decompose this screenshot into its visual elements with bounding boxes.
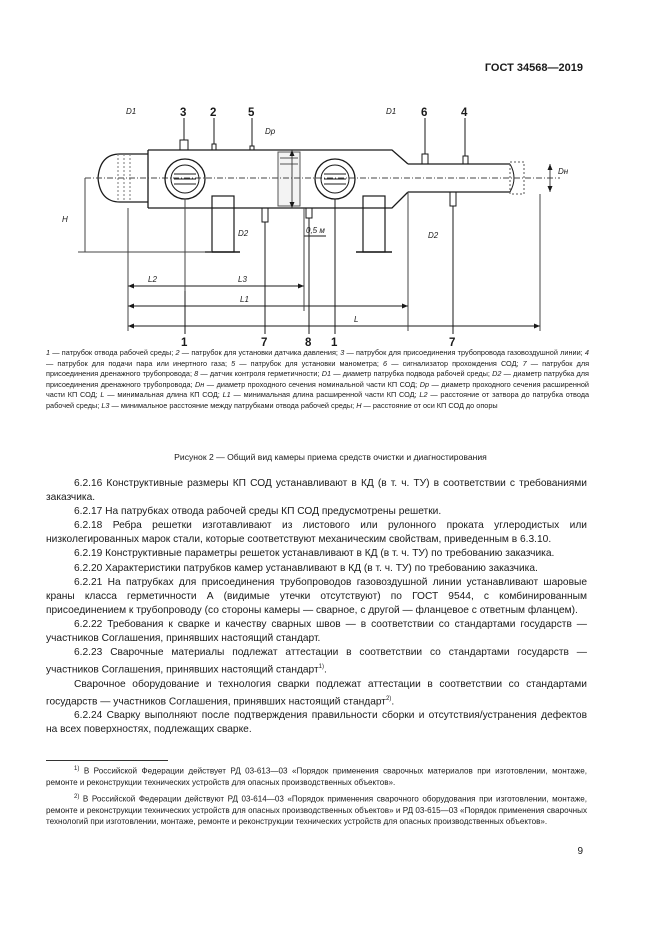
legend-item-text: патрубок для присоединения дренажного трубопровода; [46, 358, 590, 379]
paragraph-text: Сварочное оборудование и технология сварки подлежат аттестации в соответствии со стандартами государств — участников Соглашения, принявших настоящий стандарт [46, 678, 587, 708]
legend-item: 1 — патрубок отвода рабочей среды; [46, 348, 174, 357]
callout-1-left: 1 [181, 337, 188, 348]
callout-8: 8 [305, 337, 312, 348]
callout-2: 2 [210, 107, 217, 119]
paragraph-text: 6.2.23 Сварочные материалы подлежат аттестации в соответствии со стандартами государств — участников Соглашения, принявших настоящий стандарт [46, 647, 587, 676]
label-d1-right: D1 [386, 107, 397, 116]
legend-item-key: L2 [419, 390, 428, 400]
legend-item-key: 5 [231, 358, 236, 368]
legend-item: 4 — патрубок для подачи пара или инертного газа; [46, 348, 589, 368]
legend-item-key: Dн [195, 379, 205, 389]
label-l3: L3 [238, 275, 247, 284]
legend-item-text: минимальная длина КП СОД; [117, 390, 220, 400]
label-gap: 0,5 м [306, 226, 325, 235]
figure-caption: Рисунок 2 — Общий вид камеры приема средств очистки и диагностирования [174, 452, 487, 462]
legend-item: Dн — диаметр проходного сечения номинальной части КП СОД; [195, 379, 418, 389]
label-d1-left: D1 [126, 107, 137, 116]
label-l1: L1 [240, 295, 249, 304]
legend-item-text: патрубок отвода рабочей среды; [61, 348, 174, 357]
legend-item-key: L3 [101, 400, 110, 410]
legend-item-key: 6 [383, 358, 388, 368]
legend-item-key: 2 [175, 348, 180, 357]
legend-item-text: диаметр патрубка для присоединения дренажного трубопровода; [46, 369, 590, 389]
figure-legend [46, 348, 589, 412]
support-right [363, 196, 385, 252]
page-number: 9 [577, 846, 583, 857]
legend-item: L1 — минимальная длина расширенной части КП СОД; [222, 390, 417, 400]
callout-7-left: 7 [261, 337, 268, 348]
paragraph: 6.2.23 Сварочные материалы подлежат аттестации в соответствии со стандартами государств — участников Соглашения, принявших настоящий стандарт$^{1)}$. [46, 647, 587, 676]
legend-item: L — минимальная длина КП СОД; [100, 390, 220, 400]
legend-item-key: 7 [522, 358, 527, 368]
legend-item: 3 — патрубок для присоединения трубопровода газовоздушной линии; [340, 348, 583, 357]
callout-6: 6 [421, 107, 428, 119]
legend-item: Dр — диаметр проходного сечения расширенной части КП СОД; [46, 379, 590, 400]
paragraph: 6.2.16 Конструктивные размеры КП СОД устанавливают в КД (в т. ч. ТУ) в соответствии с требованиями заказчика. [46, 478, 587, 504]
legend-item: D1 — диаметр патрубка подвода рабочей среды; [321, 369, 490, 379]
footnote-ref: 1) [318, 664, 325, 671]
legend-item-text: диаметр патрубка подвода рабочей среды; [342, 369, 490, 379]
paragraph: 6.2.24 Сварку выполняют после подтверждения правильности сборки и отсутствия/устранения дефектов на всех поверхностях, подлежащих сварке. [46, 710, 587, 736]
legend-item-text: патрубок для присоединения трубопровода газовоздушной линии; [355, 348, 583, 357]
legend-item-text: расстояние от оси КП СОД до опоры [372, 400, 498, 410]
legend-item-key: 8 [194, 369, 199, 379]
paragraph: 6.2.19 Конструктивные параметры решеток устанавливают в КД (в т. ч. ТУ) по требованию заказчика. [74, 548, 555, 560]
footnote-divider [46, 760, 168, 761]
legend-item-key: 1 [46, 348, 51, 357]
legend-item-key: L [100, 390, 105, 400]
callout-5: 5 [248, 107, 255, 119]
paragraph: Сварочное оборудование и технология сварки подлежат аттестации в соответствии со стандартами государств — участников Соглашения, принявших настоящий стандарт$^{2)}$. [46, 678, 587, 708]
footnote-mark: 1) [74, 766, 80, 772]
legend-item: 6 — сигнализатор прохождения СОД; [383, 358, 519, 368]
label-l: L [354, 315, 359, 324]
legend-item: 5 — патрубок для установки манометра; [231, 358, 379, 368]
callout-1-right: 1 [331, 337, 338, 348]
legend-item: L3 — минимальное расстояние между патрубками отвода рабочей среды; [101, 400, 355, 410]
legend-item-text: диаметр проходного сечения номинальной части КП СОД; [216, 379, 418, 389]
paragraph: 6.2.20 Характеристики патрубков камер устанавливают в КД (в т. ч. ТУ) по требованию заказчика. [74, 562, 538, 574]
legend-item-text: диаметр проходного сечения расширенной части КП СОД; [46, 379, 590, 400]
legend-item-text: расстояние от затвора до патрубка отвода рабочей среды; [46, 390, 590, 410]
footnote [46, 792, 587, 828]
label-l2: L2 [148, 275, 157, 284]
document-header: ГОСТ 34568—2019 [484, 62, 583, 74]
legend-item-key: Dр [419, 379, 430, 389]
footnote [46, 764, 587, 789]
legend-item-text: патрубок для подачи пара или инертного газа; [57, 358, 228, 368]
legend-item: L2 — расстояние от затвора до патрубка отвода рабочей среды; [46, 390, 590, 410]
paragraph: 6.2.18 Ребра решетки изготавливают из листового или рулонного проката углеродистых или низколегированных марок стали, которые соответствуют механическим свойствам, приведенным в 6.3.10. [46, 520, 587, 546]
legend-item-key: D2 [492, 369, 502, 379]
paragraph: 6.2.17 На патрубках отвода рабочей среды КП СОД предусмотрены решетки. [74, 506, 442, 518]
footnote-ref: 2) [385, 695, 392, 702]
legend-item: 2 — патрубок для установки датчика давления; [175, 348, 338, 357]
body-text [46, 477, 587, 737]
legend-item-text: сигнализатор прохождения СОД; [402, 358, 519, 368]
legend-item-text: патрубок для установки манометра; [250, 358, 379, 368]
chamber-drawing [40, 86, 620, 348]
label-d2-right: D2 [428, 231, 439, 240]
label-d2-left: D2 [238, 229, 249, 238]
legend-item-key: L1 [222, 390, 231, 400]
legend-item: 7 — патрубок для присоединения дренажного трубопровода; [46, 358, 590, 379]
label-dn: Dн [558, 167, 569, 176]
legend-item-key: H [356, 400, 362, 410]
support-left [212, 196, 234, 252]
label-h: H [62, 215, 68, 224]
legend-item-text: датчик контроля герметичности; [209, 369, 320, 379]
callout-7-right: 7 [449, 337, 456, 348]
paragraph: 6.2.22 Требования к сварке и качеству сварных швов — в соответствии со стандартами государств — участников Соглашения, принявших настоящий стандарт. [46, 618, 587, 645]
legend-item-text: патрубок для установки датчика давления; [191, 348, 338, 357]
legend-item-text: минимальное расстояние между патрубками отвода рабочей среды; [120, 400, 355, 410]
legend-item-text: минимальная длина расширенной части КП СОД; [243, 390, 417, 400]
footnote-text: В Российской Федерации действует РД 03-613—03 «Порядок применения сварочных материалов при изготовлении, монтаже, ремонте и реконструкции технических устройств для опасных производственных объектов». [46, 766, 587, 788]
paragraph: 6.2.21 На патрубках для присоединения трубопроводов газовоздушной линии устанавливают шаровые краны класса герметичности А (видимые утечки отсутствуют) по ГОСТ 9544, с комбинированным присоединением к трубопроводу (со стороны камеры — сварное, с другой — фланцевое с ответным фланцем). [46, 576, 587, 616]
legend-item: 8 — датчик контроля герметичности; [194, 369, 320, 379]
footnotes [46, 764, 587, 830]
footnote-text: В Российской Федерации действуют РД 03-614—03 «Порядок применения сварочного оборудования при изготовлении, монтаже, ремонте и реконструкции технических устройств для опасных производственных объектов» и РД 03-615—03 «Порядок применения сварочных технологий при изготовлении, монтаже, ремонте и реконструкции технических устройств для опасных производственных объектов». [46, 794, 587, 826]
legend-item-key: 4 [584, 348, 589, 357]
footnote-mark: 2) [74, 793, 80, 800]
legend-item: D2 — диаметр патрубка для присоединения дренажного трубопровода; [46, 369, 590, 389]
legend-item: H — расстояние от оси КП СОД до опоры [356, 400, 498, 410]
callout-3: 3 [180, 107, 187, 119]
callout-4: 4 [461, 107, 468, 119]
legend-item-key: 3 [340, 348, 345, 357]
label-dp: Dр [265, 127, 276, 136]
legend-item-key: D1 [321, 369, 332, 379]
